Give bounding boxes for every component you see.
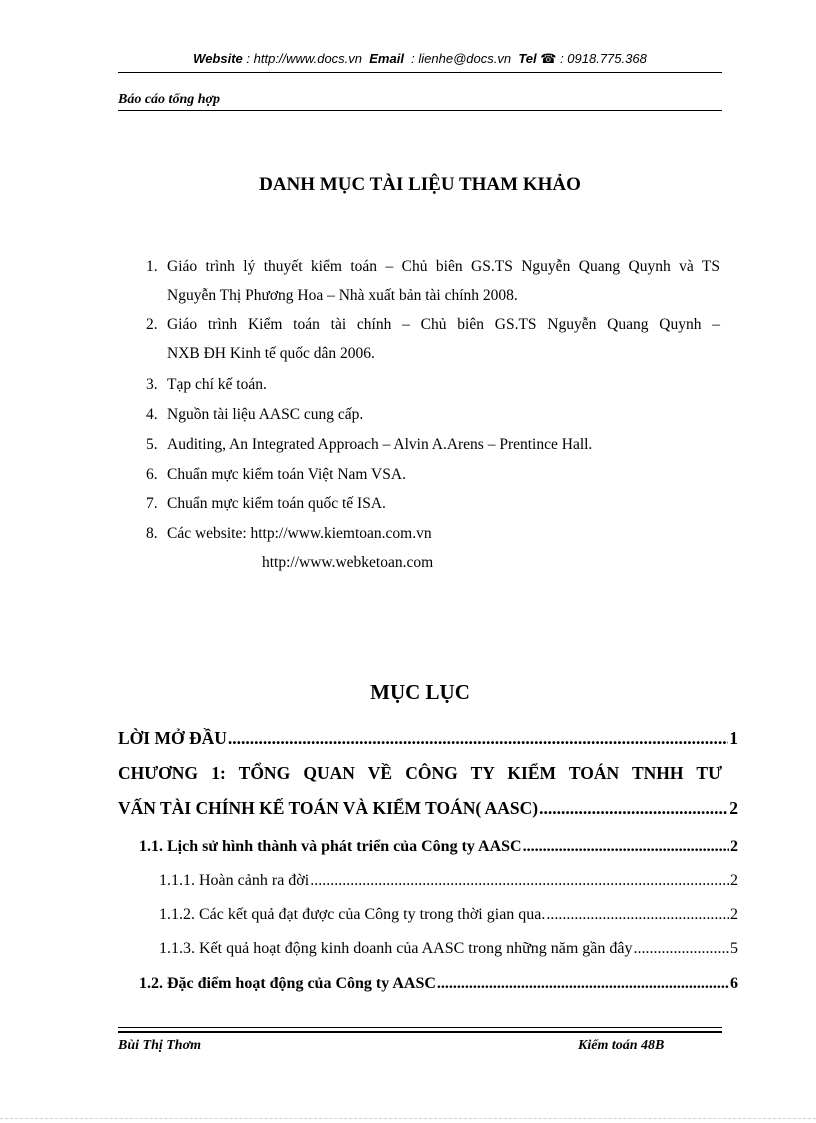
reference-text-cont: Nguyễn Thị Phương Hoa – Nhà xuất bản tài chính 2008. (167, 287, 518, 304)
toc-entry[interactable] (159, 906, 738, 924)
toc-entry[interactable] (159, 940, 738, 958)
reference-text: Tạp chí kế toán. (167, 376, 267, 393)
toc-entry[interactable] (139, 838, 738, 856)
reference-number: 5. (146, 436, 158, 453)
toc-leader (228, 728, 728, 749)
email-label: Email (369, 51, 404, 66)
page-bottom-edge (0, 1118, 816, 1119)
doc-header-title: Báo cáo tổng hợp (118, 92, 221, 107)
toc-leader (634, 940, 730, 958)
toc-entry[interactable] (139, 975, 738, 993)
website-url[interactable]: : http://www.docs.vn (246, 51, 363, 66)
reference-text: Giáo trình Kiểm toán tài chính – Chủ biên GS.TS Nguyễn Quang Quynh – (167, 316, 720, 333)
toc-entry[interactable] (118, 798, 738, 819)
reference-text: Giáo trình lý thuyết kiểm toán – Chủ biên GS.TS Nguyễn Quang Quynh và TS (167, 258, 720, 275)
toc-entry-text: 1.2. Đặc điểm hoạt động của Công ty AASC (139, 975, 436, 992)
reference-number: 3. (146, 376, 158, 393)
reference-text: Các website: http://www.kiemtoan.com.vn (167, 525, 432, 542)
header-divider (118, 110, 722, 111)
footer-rule-top (118, 1027, 722, 1028)
email-value[interactable]: : lienhe@docs.vn (411, 51, 512, 66)
toc-entry-page: 6 (730, 975, 738, 992)
toc-entry-text: 1.1.1. Hoàn cảnh ra đời (159, 872, 310, 889)
toc-entry-page: 2 (730, 906, 738, 923)
toc-entry-page: 5 (730, 940, 738, 957)
footer-class: Kiểm toán 48B (578, 1038, 665, 1053)
toc-entry-text: 1.1.2. Các kết quả đạt được của Công ty trong thời gian qua. (159, 906, 546, 923)
toc-leader (539, 798, 728, 819)
reference-number: 4. (146, 406, 158, 423)
reference-number: 1. (146, 258, 158, 275)
toc-entry-page: 1 (729, 728, 738, 748)
reference-text: Auditing, An Integrated Approach – Alvin A.Arens – Prentince Hall. (167, 436, 593, 453)
reference-text-cont: NXB ĐH Kinh tế quốc dân 2006. (167, 345, 375, 362)
reference-text: Chuẩn mực kiểm toán Việt Nam VSA. (167, 466, 406, 483)
references-title: DANH MỤC TÀI LIỆU THAM KHẢO (259, 174, 581, 195)
toc-leader (437, 975, 729, 993)
toc-entry[interactable] (159, 872, 738, 890)
reference-text: Nguồn tài liệu AASC cung cấp. (167, 406, 364, 423)
toc-entry-text: 1.1.3. Kết quả hoạt động kinh doanh của AASC trong những năm gần đây (159, 940, 633, 957)
website-label: Website (193, 51, 243, 66)
toc-entry-page: 2 (730, 838, 738, 855)
toc-entry-line1[interactable]: CHƯƠNG 1: TỔNG QUAN VỀ CÔNG TY KIỂM TOÁN TNHH TƯ (118, 763, 722, 783)
toc-leader (546, 906, 729, 924)
toc-entry-text: 1.1. Lịch sử hình thành và phát triển của Công ty AASC (139, 838, 522, 855)
reference-number: 6. (146, 466, 158, 483)
reference-number: 2. (146, 316, 158, 333)
toc-entry-text: VẤN TÀI CHÍNH KẾ TOÁN VÀ KIỂM TOÁN( AASC) (118, 798, 539, 818)
toc-entry-text: LỜI MỞ ĐẦU (118, 728, 227, 748)
toc-leader (523, 838, 729, 856)
reference-text: Chuẩn mực kiểm toán quốc tế ISA. (167, 495, 386, 512)
reference-number: 8. (146, 525, 158, 542)
site-contact-bar (118, 51, 722, 67)
reference-number: 7. (146, 495, 158, 512)
tel-label: Tel ☎ (518, 51, 557, 66)
toc-entry-page: 2 (729, 798, 738, 818)
top-divider (118, 72, 722, 73)
toc-entry[interactable] (118, 728, 738, 749)
reference-text-cont[interactable]: http://www.webketoan.com (262, 554, 434, 571)
tel-value: : 0918.775.368 (560, 51, 647, 66)
footer-author: Bùi Thị Thơm (118, 1038, 201, 1053)
toc-entry-page: 2 (730, 872, 738, 889)
footer-rule-bottom (118, 1031, 722, 1033)
toc-leader (310, 872, 729, 890)
toc-title: MỤC LỤC (370, 680, 470, 704)
